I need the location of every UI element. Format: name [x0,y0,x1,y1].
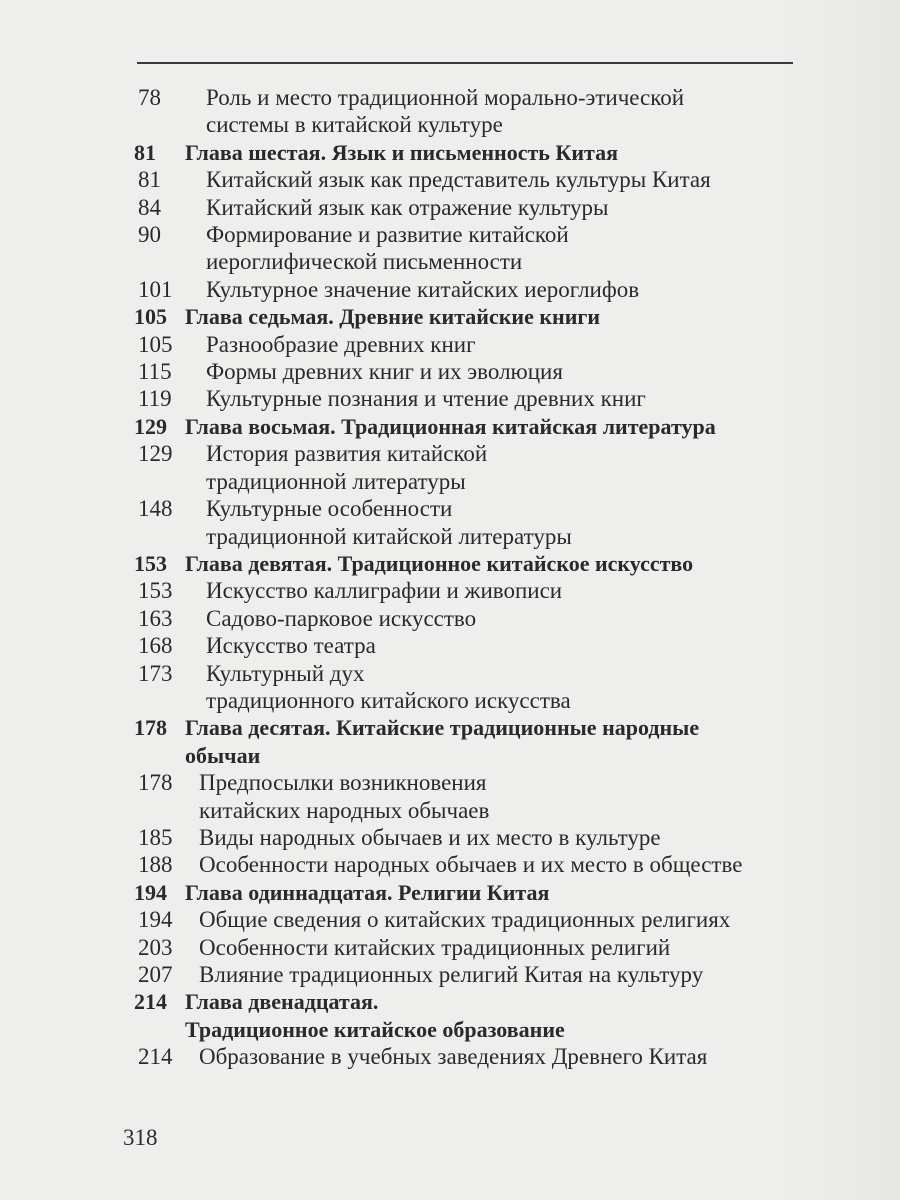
toc-chapter-title: Глава восьмая. Традиционная китайская литература [185,413,716,439]
toc-page-number: 119 [138,386,172,412]
toc-chapter-heading [0,550,900,577]
toc-entry [0,194,900,221]
toc-page-number: 101 [138,276,173,302]
page-number: 318 [123,1125,158,1150]
toc-chapter-title: Глава седьмая. Древние китайские книги [185,304,601,330]
toc-page-number: 129 [138,441,173,467]
toc-page-number: 115 [138,359,172,385]
toc-entry [0,221,900,276]
table-of-contents [0,84,900,1071]
toc-chapter-heading [0,988,900,1043]
toc-entry-title: Садово-парковое искусство [206,605,477,631]
toc-chapter-heading [0,303,900,330]
toc-page-number: 168 [138,633,173,659]
toc-entry-title: Разнообразие древних книг [206,331,476,357]
toc-entry [0,605,900,632]
toc-page-number: 81 [134,139,156,165]
toc-chapter-title: Глава двенадцатая. Традиционное китайское образование [185,989,565,1042]
toc-page-number: 148 [138,496,173,522]
toc-entry [0,851,900,878]
toc-entry [0,358,900,385]
toc-page-number: 84 [138,194,161,220]
toc-page-number: 78 [138,85,161,110]
toc-chapter-heading [0,139,900,166]
toc-entry [0,934,900,961]
toc-entry [0,632,900,659]
toc-chapter-heading [0,413,900,440]
toc-page-number: 203 [138,934,173,960]
toc-page-number: 214 [138,1044,173,1070]
toc-entry-title: Культурные познания и чтение древних книг [206,386,646,412]
toc-entry-title: Виды народных обычаев и их место в культуре [199,824,661,850]
toc-entry [0,166,900,193]
toc-page-number: 81 [138,167,161,193]
toc-entry [0,577,900,604]
toc-entry [0,906,900,933]
toc-chapter-heading [0,879,900,906]
toc-page-number: 153 [134,550,167,576]
toc-entry-title: Культурные особенности традиционной китайской литературы [206,496,572,549]
toc-page-number: 185 [138,824,173,850]
toc-chapter-title: Глава девятая. Традиционное китайское искусство [185,550,694,576]
toc-entry-title: Искусство каллиграфии и живописи [206,578,563,604]
toc-page-number: 178 [134,715,167,741]
toc-page-number: 207 [138,962,173,987]
toc-page-number: 90 [138,222,161,248]
toc-entry-title: Культурное значение китайских иероглифов [206,276,640,302]
toc-entry [0,84,900,139]
toc-entry [0,440,900,495]
toc-chapter-title: Глава одиннадцатая. Религии Китая [185,879,550,905]
toc-entry-title: Влияние традиционных религий Китая на культуру [199,962,704,987]
toc-page-number: 178 [138,770,173,796]
toc-page-number: 153 [138,578,173,604]
toc-entry-title: Китайский язык как представитель культуры Китая [206,167,711,193]
toc-page-number: 188 [138,852,173,878]
toc-entry-title: Культурный дух традиционного китайского искусства [206,660,571,713]
toc-entry [0,276,900,303]
toc-chapter-title: Глава шестая. Язык и письменность Китая [185,139,619,165]
toc-entry [0,495,900,550]
toc-entry-title: Искусство театра [206,633,376,659]
header-rule [137,62,793,64]
toc-entry [0,385,900,412]
toc-entry [0,1043,900,1070]
toc-entry-title: Роль и место традиционной морально-этической системы в китайской культуре [206,85,685,138]
toc-entry [0,961,900,988]
toc-entry [0,660,900,715]
toc-page-number: 105 [134,304,167,330]
toc-entry [0,331,900,358]
toc-entry-title: Особенности народных обычаев и их место в обществе [199,852,743,878]
toc-entry-title: Формы древних книг и их эволюция [206,359,563,385]
toc-page-number: 129 [134,413,167,439]
toc-page-number: 214 [134,989,167,1015]
toc-entry-title: Формирование и развитие китайской иероглифической письменности [206,222,569,275]
toc-entry-title: Особенности китайских традиционных религий [199,934,671,960]
toc-entry-title: Предпосылки возникновения китайских народных обычаев [199,770,490,823]
toc-entry [0,769,900,824]
toc-chapter-title: Глава десятая. Китайские традиционные народные обычаи [185,715,700,768]
toc-page-number: 194 [134,879,167,905]
toc-entry-title: Китайский язык как отражение культуры [206,194,609,220]
toc-entry-title: Образование в учебных заведениях Древнего Китая [199,1044,708,1070]
toc-entry-title: История развития китайской традиционной литературы [206,441,488,494]
toc-page-number: 173 [138,660,173,686]
toc-page-number: 163 [138,605,173,631]
toc-entry-title: Общие сведения о китайских традиционных религиях [199,907,731,933]
toc-page-number: 194 [138,907,173,933]
toc-chapter-heading [0,714,900,769]
toc-entry [0,824,900,851]
toc-page-number: 105 [138,331,173,357]
